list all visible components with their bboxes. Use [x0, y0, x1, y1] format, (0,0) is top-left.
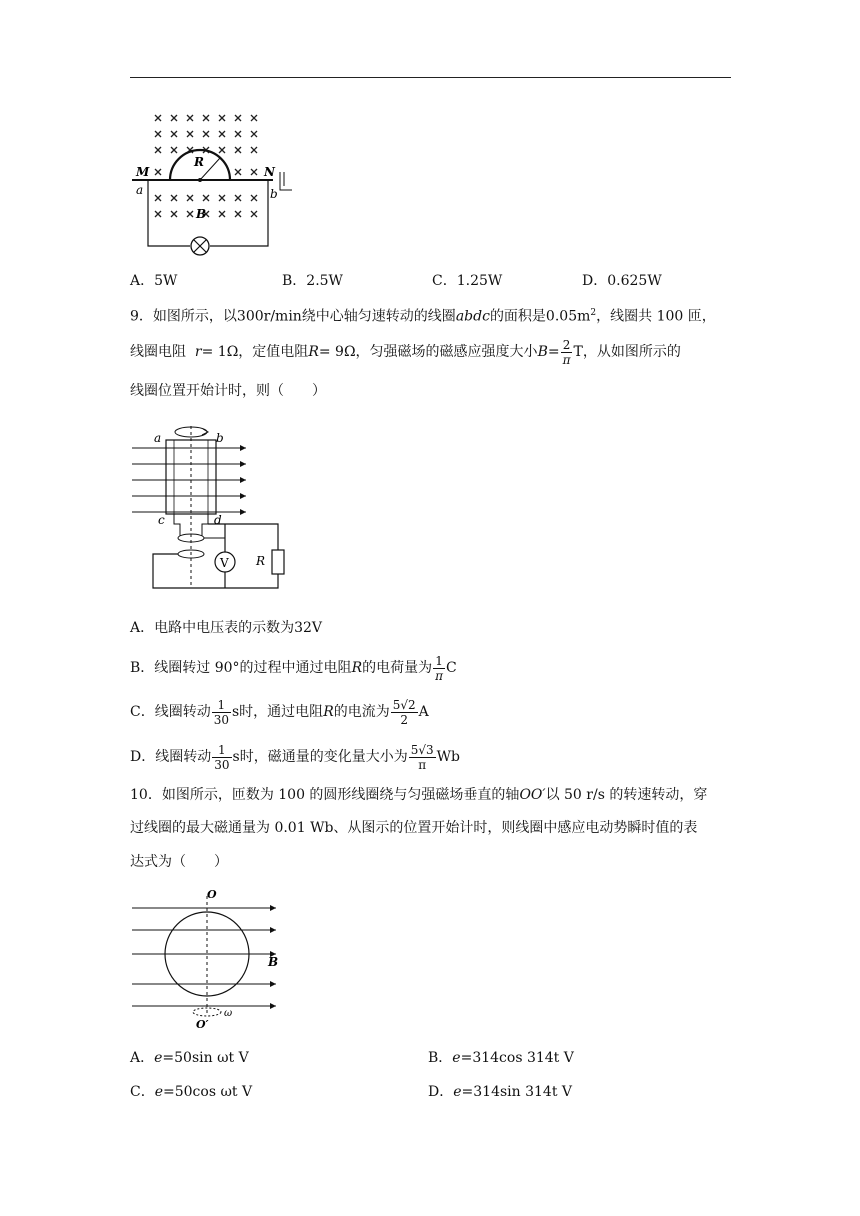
q9-figure	[128, 420, 298, 592]
label-n: N	[264, 165, 275, 179]
label-o-prime: O′	[196, 1018, 209, 1028]
magnetic-field-arrows	[132, 445, 246, 515]
label-omega: ω	[224, 1008, 233, 1019]
q10-stem-line1: 10．如图所示，匝数为 100 的圆形线圈绕与匀强磁场垂直的轴OO′以 50 r/s 的转速转动，穿	[130, 787, 708, 803]
q10-option-a: A．e=50sin ωt V	[130, 1050, 249, 1066]
q8-figure	[128, 106, 298, 258]
q9-stem-line3: 线圈位置开始计时，则（ ）	[130, 383, 326, 399]
label-a: a	[154, 431, 162, 445]
q10-option-d: D．e=314sin 314t V	[428, 1084, 573, 1100]
q8-option-c: C．1.25W	[432, 273, 503, 289]
lamp-icon	[191, 237, 209, 255]
label-o: O	[207, 888, 217, 901]
q10-option-b: B．e=314cos 314t V	[428, 1050, 574, 1066]
label-m: M	[136, 165, 150, 179]
label-c: c	[158, 513, 165, 527]
q8-option-d: D．0.625W	[582, 273, 662, 289]
q9-option-c: C．线圈转动 $\frac{1}{30}$ s时，通过电阻R的电流为 $\frac{5√2}{2}$ A	[130, 697, 429, 727]
label-d: d	[214, 513, 222, 527]
pivot-icon	[280, 172, 292, 190]
q8-option-b: B．2.5W	[282, 273, 343, 289]
q9-circuit-wire	[208, 524, 278, 556]
q10-figure	[128, 888, 288, 1028]
label-b: b	[216, 431, 224, 445]
magnetic-field-arrows	[132, 905, 279, 1009]
q8-circuit-wire	[148, 180, 190, 246]
q9-stem-line2: 线圈电阻 r= 1Ω，定值电阻R= 9Ω，匀强磁场的磁感应强度大小B= $\frac{2}{\pi}$ T，从如图所示的	[130, 337, 681, 367]
q9-option-b: B．线圈转过 90°的过程中通过电阻R的电荷量为 $\frac{1}{\pi}$ C	[130, 653, 457, 683]
label-B: B	[196, 207, 207, 221]
header-rule	[130, 77, 731, 78]
resistor-icon	[272, 550, 284, 574]
q10-option-c: C．e=50cos ωt V	[130, 1084, 253, 1100]
q9-stem-line1: 9．如图所示，以300r/min绕中心轴匀速转动的线圈abdc的面积是$0.05m^2$，线圈共 100 匝，	[130, 308, 716, 325]
label-r: R	[194, 155, 204, 169]
q9-option-a: A．电路中电压表的示数为32V	[130, 620, 323, 636]
q10-stem-line3: 达式为（ ）	[130, 854, 228, 870]
magnetic-field-crosses	[155, 115, 257, 217]
label-a: a	[136, 183, 144, 197]
label-b: b	[270, 187, 278, 201]
label-r: R	[256, 554, 266, 568]
label-B: B	[268, 955, 279, 969]
q9-option-d: D．线圈转动 $\frac{1}{30}$ s时，磁通量的变化量大小为 $\frac{5√3}{\pi}$ Wb	[130, 742, 460, 772]
svg-text:V: V	[220, 556, 229, 570]
voltmeter-icon	[215, 552, 235, 572]
q10-stem-line2: 过线圈的最大磁通量为 0.01 Wb、从图示的位置开始计时，则线圈中感应电动势瞬时值的表	[130, 820, 698, 836]
q8-option-a: A．5W	[130, 273, 178, 289]
